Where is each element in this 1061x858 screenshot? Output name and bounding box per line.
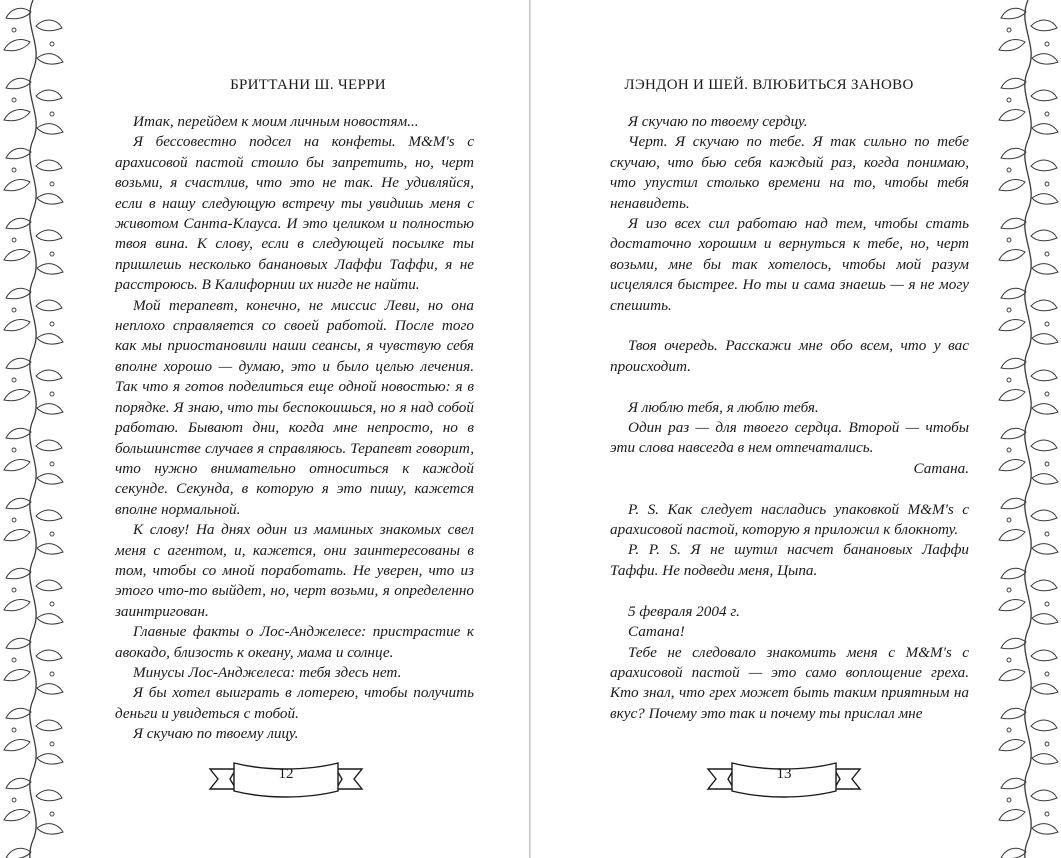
left-page-number-banner [206, 757, 366, 801]
right-page-number-banner [704, 757, 864, 801]
left-running-head: БРИТТАНИ Ш. ЧЕРРИ [230, 77, 386, 93]
right-vine-ornament [995, 0, 1061, 858]
page-number: 13 [776, 766, 792, 782]
signature: Сатана. [913, 459, 969, 477]
paragraph: Я изо всех сил работаю над тем, чтобы стать достаточно хорошим и вернуться к тебе, но, черт возьми, мне бы так хотелось, чтобы мой разум исцелялся быстрее. Но ты и сама знаешь — я не могу спешить. [610, 215, 969, 314]
left-page-text [115, 112, 474, 745]
paragraph: Я люблю тебя, я люблю тебя. [628, 398, 819, 416]
paragraph: Тебе не следовало знакомить меня с M&M's с арахисовой пастой — это само воплощение греха. Кто знал, что грех может быть таким приятным на вкус? Почему это так и почему ты прислал мне [610, 643, 969, 722]
paragraph: К слову! На днях один из маминых знакомых свел меня с агентом, и, кажется, они заинтересованы в том, чтобы со мной поработать. Не уверен, что из этого что-то выйдет, но, черт возьми, я определенно заинтригован. [115, 521, 474, 620]
right-page-text [610, 112, 969, 724]
left-page [0, 0, 529, 858]
paragraph: Я скучаю по твоему лицу. [133, 725, 299, 743]
paragraph: Твоя очередь. Расскажи мне обо всем, что у вас происходит. [610, 337, 969, 375]
paragraph [610, 540, 969, 581]
paragraph: P. S. Как следует насладись упаковкой M&M's с арахисовой пастой, которую я приложил к блокноту. [610, 500, 969, 539]
pps-text: P. P. S. Я не шутил насчет банановых Лаффи Таффи. Не подведи меня, Цыпа. [610, 541, 969, 579]
page-number: 12 [278, 766, 294, 782]
paragraph: Черт. Я скучаю по тебе. Я так сильно по тебе скучаю, что бью себя каждый раз, когда понимаю, что упустил столько времени на то, чтобы тебя ненавидеть. [610, 133, 969, 212]
paragraph: Мой терапевт, конечно, не миссис Леви, но она неплохо справляется со своей работой. После того как мы приостановили наши сеансы, я чувствую себя вполне хорошо — думаю, это и было целью лечения. Так что я готов поделиться еще одной новостью: я в порядке. Я знаю, что ты беспокоишься, но я над собой работаю. Бывают дни, когда мне непросто, но в большинстве случаев я справляюсь. Терапевт говорит, что нужно внимательно относиться к каждой секунде. Секунда, в которую я это пишу, кажется вполне нормальной. [115, 296, 474, 518]
paragraph: Минусы Лос-Анджелеса: тебя здесь нет. [133, 663, 402, 681]
letter-salutation: Сатана! [628, 623, 685, 641]
paragraph: Я бы хотел выиграть в лотерею, чтобы получить деньги и увидеться с тобой. [115, 684, 474, 722]
right-page [531, 0, 1061, 858]
left-vine-ornament [0, 0, 66, 858]
paragraph: Я скучаю по твоему сердцу. [628, 113, 808, 130]
right-running-head: ЛЭНДОН И ШЕЙ. ВЛЮБИТЬСЯ ЗАНОВО [624, 77, 914, 93]
paragraph: Главные факты о Лос-Анджелесе: пристрастие к авокадо, близость к океану, мама и солнце. [115, 623, 474, 661]
paragraph: Один раз — для твоего сердца. Второй — чтобы эти слова навсегда в нем отпечатались. [610, 419, 969, 457]
letter-date: 5 февраля 2004 г. [628, 602, 740, 620]
paragraph: Я бессовестно подсел на конфеты. M&M's с арахисовой пастой стоило бы запретить, но, черт возьми, я счастлив, что это не так. Не удивляйся, если в нашу следующую встречу ты увидишь меня с животом Санта-Клауса. И это целиком и полностью твоя вина. К слову, если в следующей посылке ты пришлешь несколько банановых Лаффи Таффи, я не расстроюсь. В Калифорнии их нигде не найти. [115, 133, 474, 294]
paragraph: Итак, перейдем к моим личным новостям... [133, 113, 419, 130]
